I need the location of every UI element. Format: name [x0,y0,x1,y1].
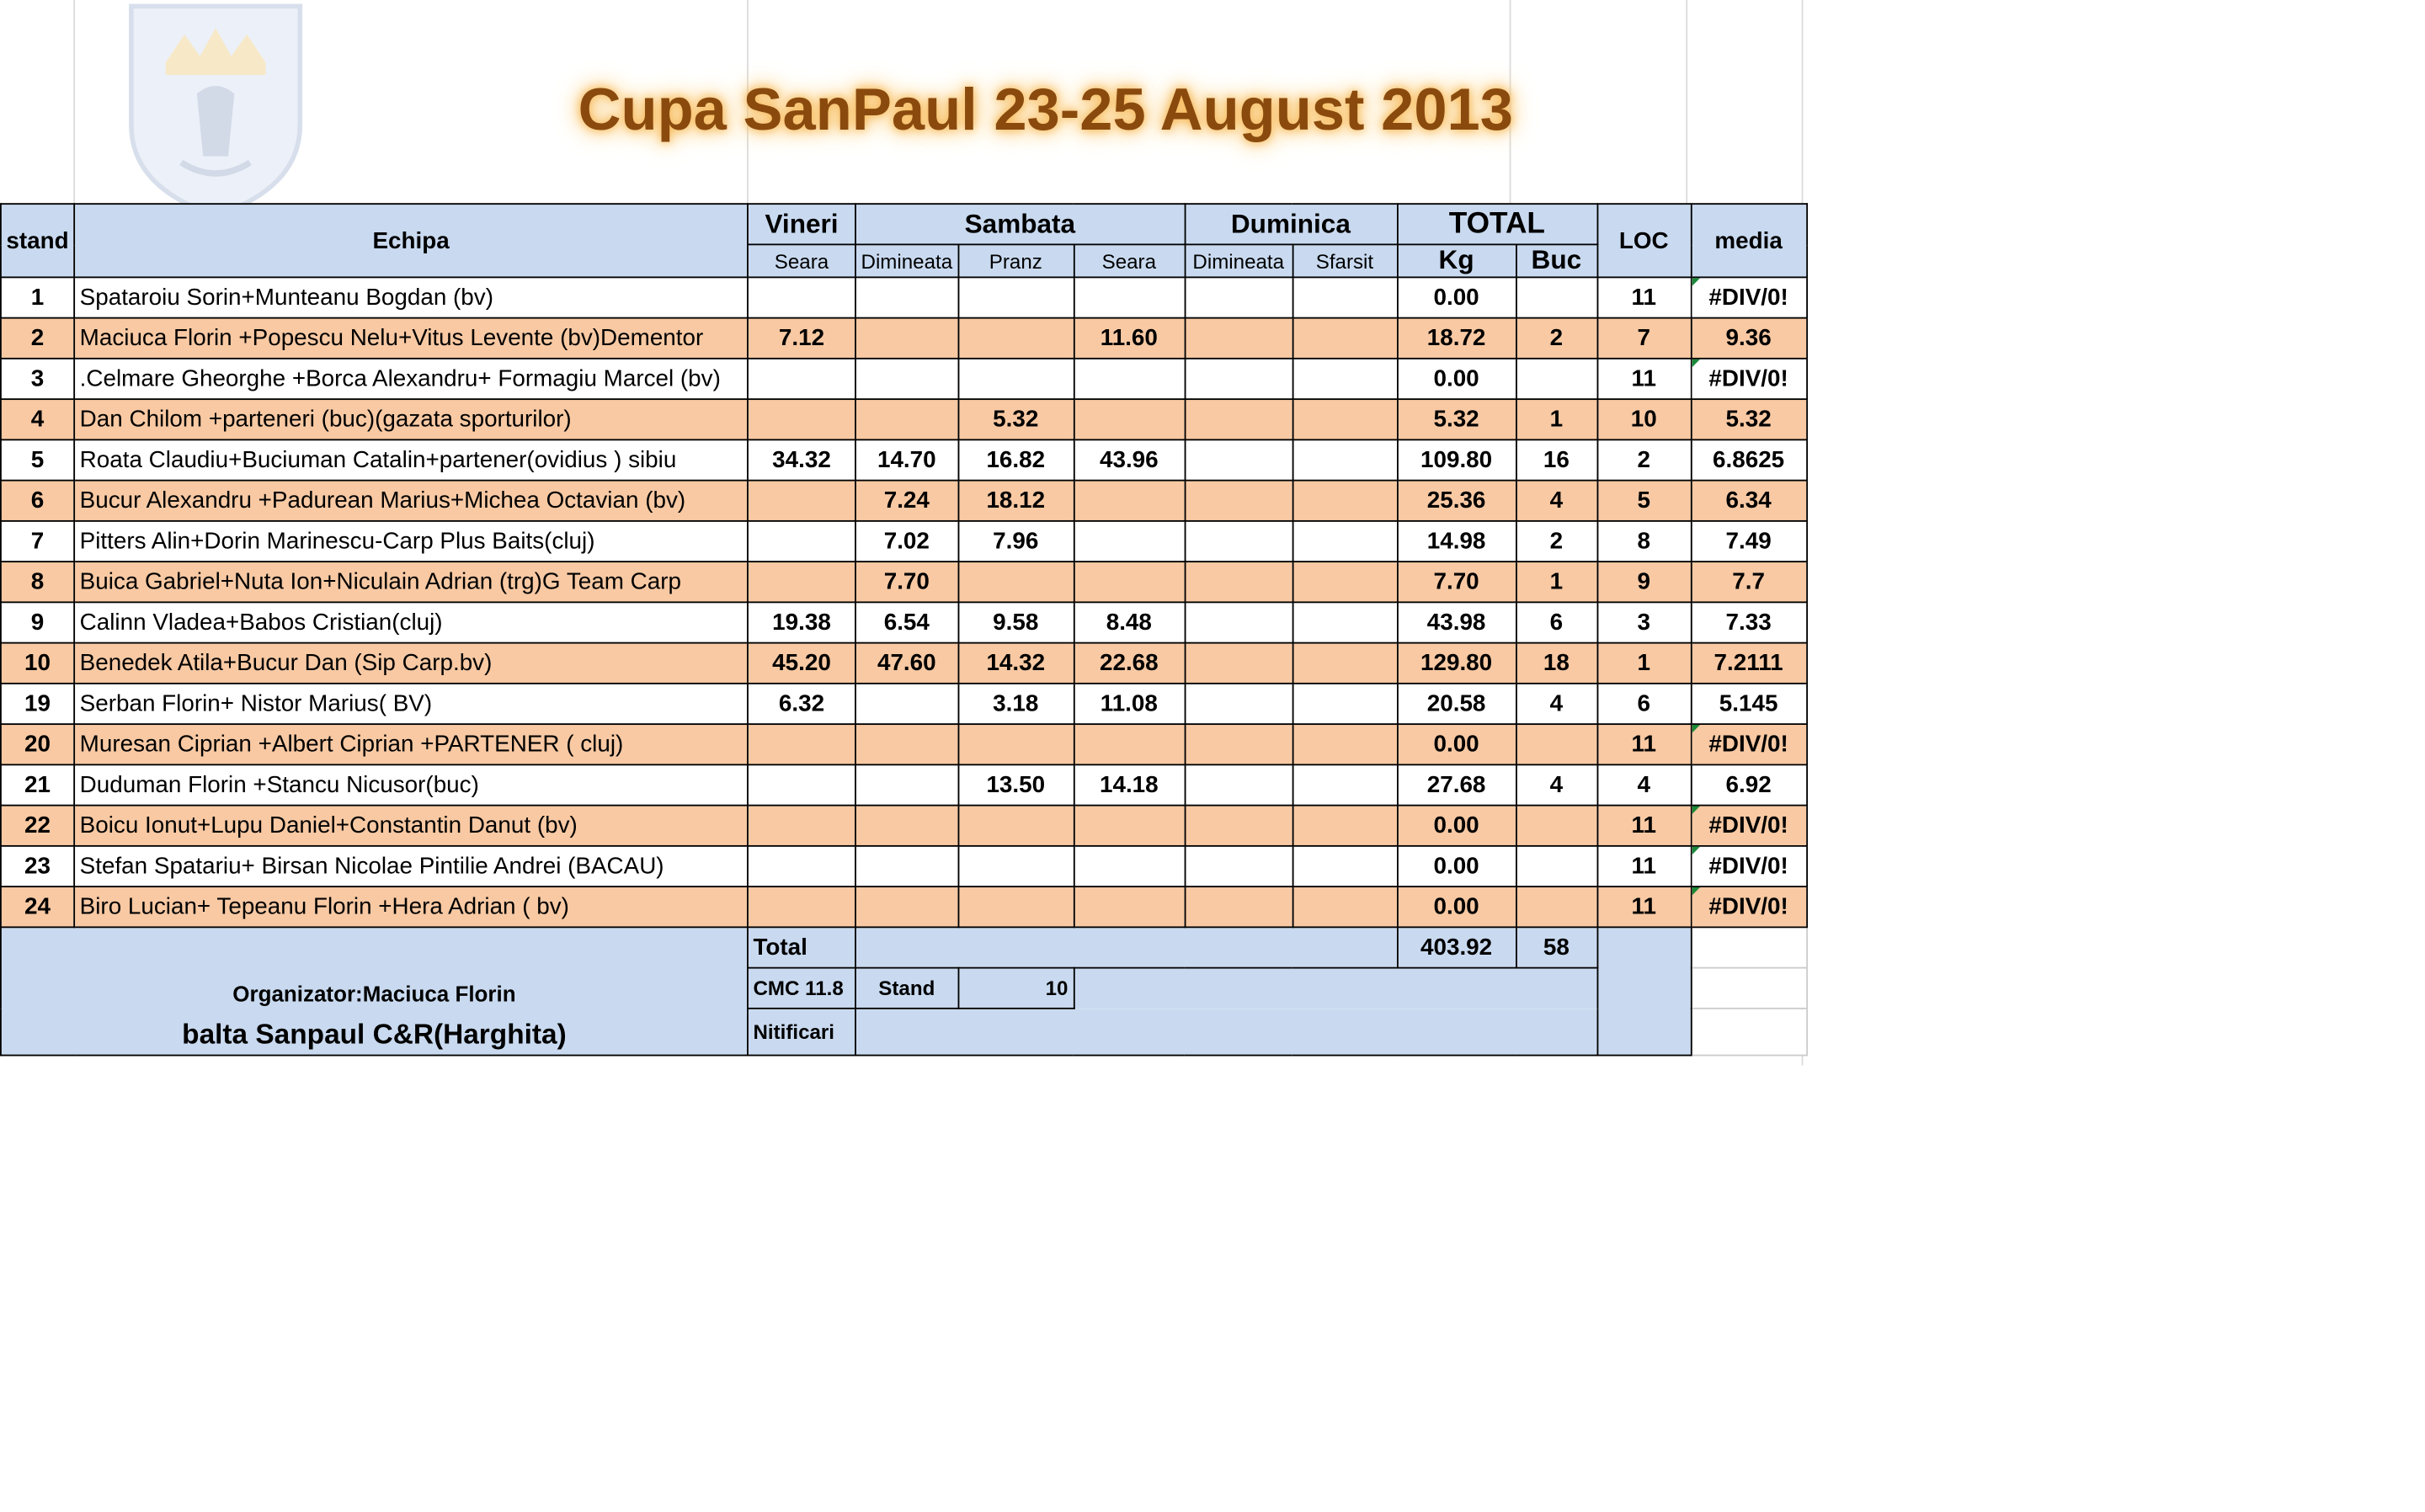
cell-buc: 16 [1516,439,1596,480]
cell-duminica-sfarsit [1292,359,1397,399]
cell-duminica-sfarsit [1292,602,1397,642]
cell-media: #DIV/0! [1691,724,1806,764]
cell-vineri-seara [748,562,855,602]
cell-kg: 5.32 [1397,399,1516,439]
cell-kg: 7.70 [1397,562,1516,602]
cell-vineri-seara [748,846,855,886]
table-row [1,277,1806,317]
cell-sambata-seara [1074,359,1185,399]
cell-sambata-pranz [958,562,1074,602]
cell-vineri-seara: 7.12 [748,318,855,359]
cell-team: Benedek Atila+Bucur Dan (Sip Carp.bv) [74,643,748,684]
cell-buc [1516,806,1596,846]
cell-sambata-dimineata: 7.02 [855,521,958,562]
cell-media: 9.36 [1691,318,1806,359]
header-duminica: Duminica [1185,204,1397,244]
cell-buc: 6 [1516,602,1596,642]
total-empty [855,927,1397,967]
cell-team: Boicu Ionut+Lupu Daniel+Constantin Danut (bv) [74,806,748,846]
cell-media: 7.33 [1691,602,1806,642]
cell-buc [1516,359,1596,399]
table-row [1,886,1806,927]
cell-sambata-dimineata: 7.70 [855,562,958,602]
table-row [1,399,1806,439]
cell-loc: 11 [1597,277,1691,317]
cell-vineri-seara [748,399,855,439]
cell-duminica-dimineata [1185,724,1292,764]
cell-team: Spataroiu Sorin+Munteanu Bogdan (bv) [74,277,748,317]
cell-stand: 21 [1,764,74,805]
header-duminica-dimineata: Dimineata [1185,244,1292,277]
cell-duminica-dimineata [1185,359,1292,399]
table-row [1,643,1806,684]
cell-sambata-seara [1074,724,1185,764]
cell-sambata-seara: 11.60 [1074,318,1185,359]
cell-kg: 129.80 [1397,643,1516,684]
cell-kg: 20.58 [1397,684,1516,724]
table-row [1,521,1806,562]
header-sambata-pranz: Pranz [958,244,1074,277]
cell-duminica-dimineata [1185,886,1292,927]
cell-sambata-seara: 8.48 [1074,602,1185,642]
cell-duminica-sfarsit [1292,886,1397,927]
cell-sambata-pranz: 16.82 [958,439,1074,480]
cell-sambata-pranz: 5.32 [958,399,1074,439]
cell-vineri-seara [748,359,855,399]
header-kg: Kg [1397,244,1516,277]
cell-stand: 2 [1,318,74,359]
cell-media: 6.34 [1691,481,1806,521]
cell-media: #DIV/0! [1691,886,1806,927]
cell-duminica-sfarsit [1292,684,1397,724]
cell-team: Muresan Ciprian +Albert Ciprian +PARTENER ( cluj) [74,724,748,764]
gridline [73,0,75,203]
table-row [1,764,1806,805]
cell-duminica-dimineata [1185,439,1292,480]
cell-buc: 2 [1516,318,1596,359]
cell-sambata-pranz: 9.58 [958,602,1074,642]
cell-duminica-sfarsit [1292,277,1397,317]
cell-stand: 20 [1,724,74,764]
cell-team: Buica Gabriel+Nuta Ion+Niculain Adrian (trg)G Team Carp [74,562,748,602]
cell-duminica-dimineata [1185,521,1292,562]
cell-sambata-pranz [958,806,1074,846]
cell-vineri-seara: 34.32 [748,439,855,480]
total-buc: 58 [1516,927,1596,967]
cell-sambata-seara [1074,846,1185,886]
cell-stand: 5 [1,439,74,480]
cell-sambata-dimineata [855,277,958,317]
cell-kg: 43.98 [1397,602,1516,642]
cell-media: #DIV/0! [1691,846,1806,886]
cell-sambata-dimineata: 47.60 [855,643,958,684]
cell-sambata-seara: 11.08 [1074,684,1185,724]
cell-duminica-dimineata [1185,684,1292,724]
cell-kg: 0.00 [1397,846,1516,886]
cell-sambata-dimineata: 7.24 [855,481,958,521]
cell-sambata-pranz: 3.18 [958,684,1074,724]
cell-sambata-seara: 43.96 [1074,439,1185,480]
cell-media: 5.32 [1691,399,1806,439]
cell-duminica-sfarsit [1292,643,1397,684]
cell-vineri-seara [748,521,855,562]
cell-kg: 18.72 [1397,318,1516,359]
cell-duminica-sfarsit [1292,562,1397,602]
cell-loc: 11 [1597,724,1691,764]
cell-kg: 0.00 [1397,806,1516,846]
cell-duminica-dimineata [1185,277,1292,317]
cell-media: #DIV/0! [1691,806,1806,846]
cell-duminica-sfarsit [1292,806,1397,846]
cell-loc: 11 [1597,886,1691,927]
header-sambata-dimineata: Dimineata [855,244,958,277]
cell-loc: 10 [1597,399,1691,439]
cell-kg: 109.80 [1397,439,1516,480]
cell-media: 5.145 [1691,684,1806,724]
cell-team: Roata Claudiu+Buciuman Catalin+partener(ovidius ) sibiu [74,439,748,480]
cell-vineri-seara [748,886,855,927]
cell-team: Serban Florin+ Nistor Marius( BV) [74,684,748,724]
cell-kg: 27.68 [1397,764,1516,805]
cell-loc: 3 [1597,602,1691,642]
organizer-text: Organizator:Maciuca Florin [232,981,516,1007]
cell-loc: 9 [1597,562,1691,602]
cell-sambata-seara [1074,806,1185,846]
cell-sambata-pranz: 14.32 [958,643,1074,684]
cell-duminica-sfarsit [1292,439,1397,480]
cell-loc: 4 [1597,764,1691,805]
cell-stand: 3 [1,359,74,399]
cell-duminica-dimineata [1185,846,1292,886]
cell-media: 7.49 [1691,521,1806,562]
cell-stand: 22 [1,806,74,846]
cell-duminica-dimineata [1185,562,1292,602]
header-stand: stand [1,204,74,277]
cell-vineri-seara: 6.32 [748,684,855,724]
header-sambata: Sambata [855,204,1185,244]
cell-buc [1516,886,1596,927]
cell-media: 7.7 [1691,562,1806,602]
cell-duminica-sfarsit [1292,724,1397,764]
cell-buc: 1 [1516,562,1596,602]
cell-duminica-dimineata [1185,764,1292,805]
cell-loc: 11 [1597,806,1691,846]
cell-media: #DIV/0! [1691,277,1806,317]
cell-buc: 4 [1516,684,1596,724]
cell-loc: 8 [1597,521,1691,562]
footer-blank-2 [1691,968,1806,1009]
cell-kg: 25.36 [1397,481,1516,521]
cell-sambata-pranz [958,277,1074,317]
cell-sambata-seara: 14.18 [1074,764,1185,805]
cell-team: Dan Chilom +parteneri (buc)(gazata sporturilor) [74,399,748,439]
total-kg: 403.92 [1397,927,1516,967]
cell-team: Pitters Alin+Dorin Marinescu-Carp Plus Baits(cluj) [74,521,748,562]
cell-kg: 0.00 [1397,724,1516,764]
header-buc: Buc [1516,244,1596,277]
cell-loc: 11 [1597,846,1691,886]
table-row [1,481,1806,521]
cell-team: .Celmare Gheorghe +Borca Alexandru+ Formagiu Marcel (bv) [74,359,748,399]
cell-loc: 2 [1597,439,1691,480]
cell-duminica-dimineata [1185,643,1292,684]
cell-team: Stefan Spatariu+ Birsan Nicolae Pintilie Andrei (BACAU) [74,846,748,886]
cell-sambata-seara [1074,562,1185,602]
cell-sambata-dimineata [855,764,958,805]
table-row [1,439,1806,480]
table-row [1,846,1806,886]
cell-vineri-seara [748,764,855,805]
cell-duminica-sfarsit [1292,399,1397,439]
cell-duminica-dimineata [1185,481,1292,521]
cell-sambata-pranz [958,359,1074,399]
cell-sambata-dimineata [855,846,958,886]
cell-buc: 1 [1516,399,1596,439]
cell-duminica-dimineata [1185,399,1292,439]
cell-sambata-pranz [958,318,1074,359]
cell-buc: 4 [1516,764,1596,805]
cell-vineri-seara [748,806,855,846]
cell-sambata-seara [1074,277,1185,317]
cell-sambata-seara [1074,521,1185,562]
table-row [1,562,1806,602]
cell-sambata-pranz: 18.12 [958,481,1074,521]
cell-team: Calinn Vladea+Babos Cristian(cluj) [74,602,748,642]
cell-loc: 11 [1597,359,1691,399]
cell-media: 7.2111 [1691,643,1806,684]
cell-sambata-dimineata [855,724,958,764]
cmc-empty [1074,968,1597,1009]
results-table [0,203,1807,1056]
cell-stand: 8 [1,562,74,602]
cell-duminica-sfarsit [1292,764,1397,805]
total-row [1,927,1806,967]
cell-vineri-seara: 19.38 [748,602,855,642]
cell-stand: 24 [1,886,74,927]
cell-buc: 18 [1516,643,1596,684]
header-duminica-sfarsit: Sfarsit [1292,244,1397,277]
cell-kg: 0.00 [1397,277,1516,317]
cell-stand: 19 [1,684,74,724]
cell-sambata-dimineata [855,806,958,846]
cell-sambata-pranz [958,724,1074,764]
cell-media: 6.8625 [1691,439,1806,480]
cell-sambata-pranz: 7.96 [958,521,1074,562]
cell-sambata-dimineata [855,359,958,399]
cell-stand: 4 [1,399,74,439]
cell-sambata-dimineata: 14.70 [855,439,958,480]
footer-loc-cell [1597,927,1691,1055]
cell-duminica-sfarsit [1292,846,1397,886]
header-vineri: Vineri [748,204,855,244]
cell-media: 6.92 [1691,764,1806,805]
cell-team: Biro Lucian+ Tepeanu Florin +Hera Adrian ( bv) [74,886,748,927]
header-total: TOTAL [1397,204,1597,244]
cell-stand: 6 [1,481,74,521]
stand-value: 10 [958,968,1074,1009]
table-row [1,806,1806,846]
cell-media: #DIV/0! [1691,359,1806,399]
cell-loc: 1 [1597,643,1691,684]
cell-sambata-pranz [958,846,1074,886]
total-label: Total [748,927,855,967]
cell-kg: 0.00 [1397,886,1516,927]
cell-stand: 7 [1,521,74,562]
footer-blank-3 [1691,1009,1806,1056]
header-row-1 [1,204,1806,244]
cell-sambata-dimineata: 6.54 [855,602,958,642]
cell-buc [1516,277,1596,317]
cell-team: Maciuca Florin +Popescu Nelu+Vitus Levente (bv)Dementor [74,318,748,359]
location-text: balta Sanpaul C&R(Harghita) [182,1018,567,1051]
cell-duminica-dimineata [1185,806,1292,846]
cell-stand: 9 [1,602,74,642]
table-row [1,724,1806,764]
cell-vineri-seara [748,277,855,317]
cell-team: Bucur Alexandru +Padurean Marius+Michea Octavian (bv) [74,481,748,521]
cell-vineri-seara: 45.20 [748,643,855,684]
cell-sambata-seara [1074,481,1185,521]
cell-stand: 23 [1,846,74,886]
cell-loc: 6 [1597,684,1691,724]
cell-buc [1516,724,1596,764]
cell-duminica-dimineata [1185,318,1292,359]
crest-logo-icon [119,0,312,222]
cell-duminica-dimineata [1185,602,1292,642]
cell-duminica-sfarsit [1292,318,1397,359]
cell-loc: 7 [1597,318,1691,359]
cell-sambata-seara [1074,886,1185,927]
cell-stand: 1 [1,277,74,317]
cell-loc: 5 [1597,481,1691,521]
header-echipa: Echipa [74,204,748,277]
cell-sambata-seara [1074,399,1185,439]
stand-label: Stand [855,968,958,1009]
cell-kg: 14.98 [1397,521,1516,562]
table-row [1,684,1806,724]
cell-duminica-sfarsit [1292,521,1397,562]
cell-sambata-seara: 22.68 [1074,643,1185,684]
cell-sambata-pranz [958,886,1074,927]
cell-buc: 2 [1516,521,1596,562]
cell-vineri-seara [748,724,855,764]
notificari-label: Nitificari [748,1009,855,1056]
cell-stand: 10 [1,643,74,684]
cell-kg: 0.00 [1397,359,1516,399]
table-row [1,318,1806,359]
cell-sambata-dimineata [855,684,958,724]
header-media: media [1691,204,1806,277]
header-vineri-seara: Seara [748,244,855,277]
header-loc: LOC [1597,204,1691,277]
cell-sambata-dimineata [855,318,958,359]
cell-vineri-seara [748,481,855,521]
notificari-empty [855,1009,1597,1056]
gridline [1686,0,1687,203]
header-sambata-seara: Seara [1074,244,1185,277]
cell-sambata-dimineata [855,399,958,439]
table-row [1,359,1806,399]
organizer-cell [1,927,748,1055]
table-row [1,602,1806,642]
cmc-label: CMC 11.8 [748,968,855,1009]
cell-duminica-sfarsit [1292,481,1397,521]
cell-buc: 4 [1516,481,1596,521]
cell-team: Duduman Florin +Stancu Nicusor(buc) [74,764,748,805]
cell-sambata-dimineata [855,886,958,927]
cell-sambata-pranz: 13.50 [958,764,1074,805]
page-title: Cupa SanPaul 23-25 August 2013 [578,77,1513,144]
cell-buc [1516,846,1596,886]
footer-blank-1 [1691,927,1806,967]
